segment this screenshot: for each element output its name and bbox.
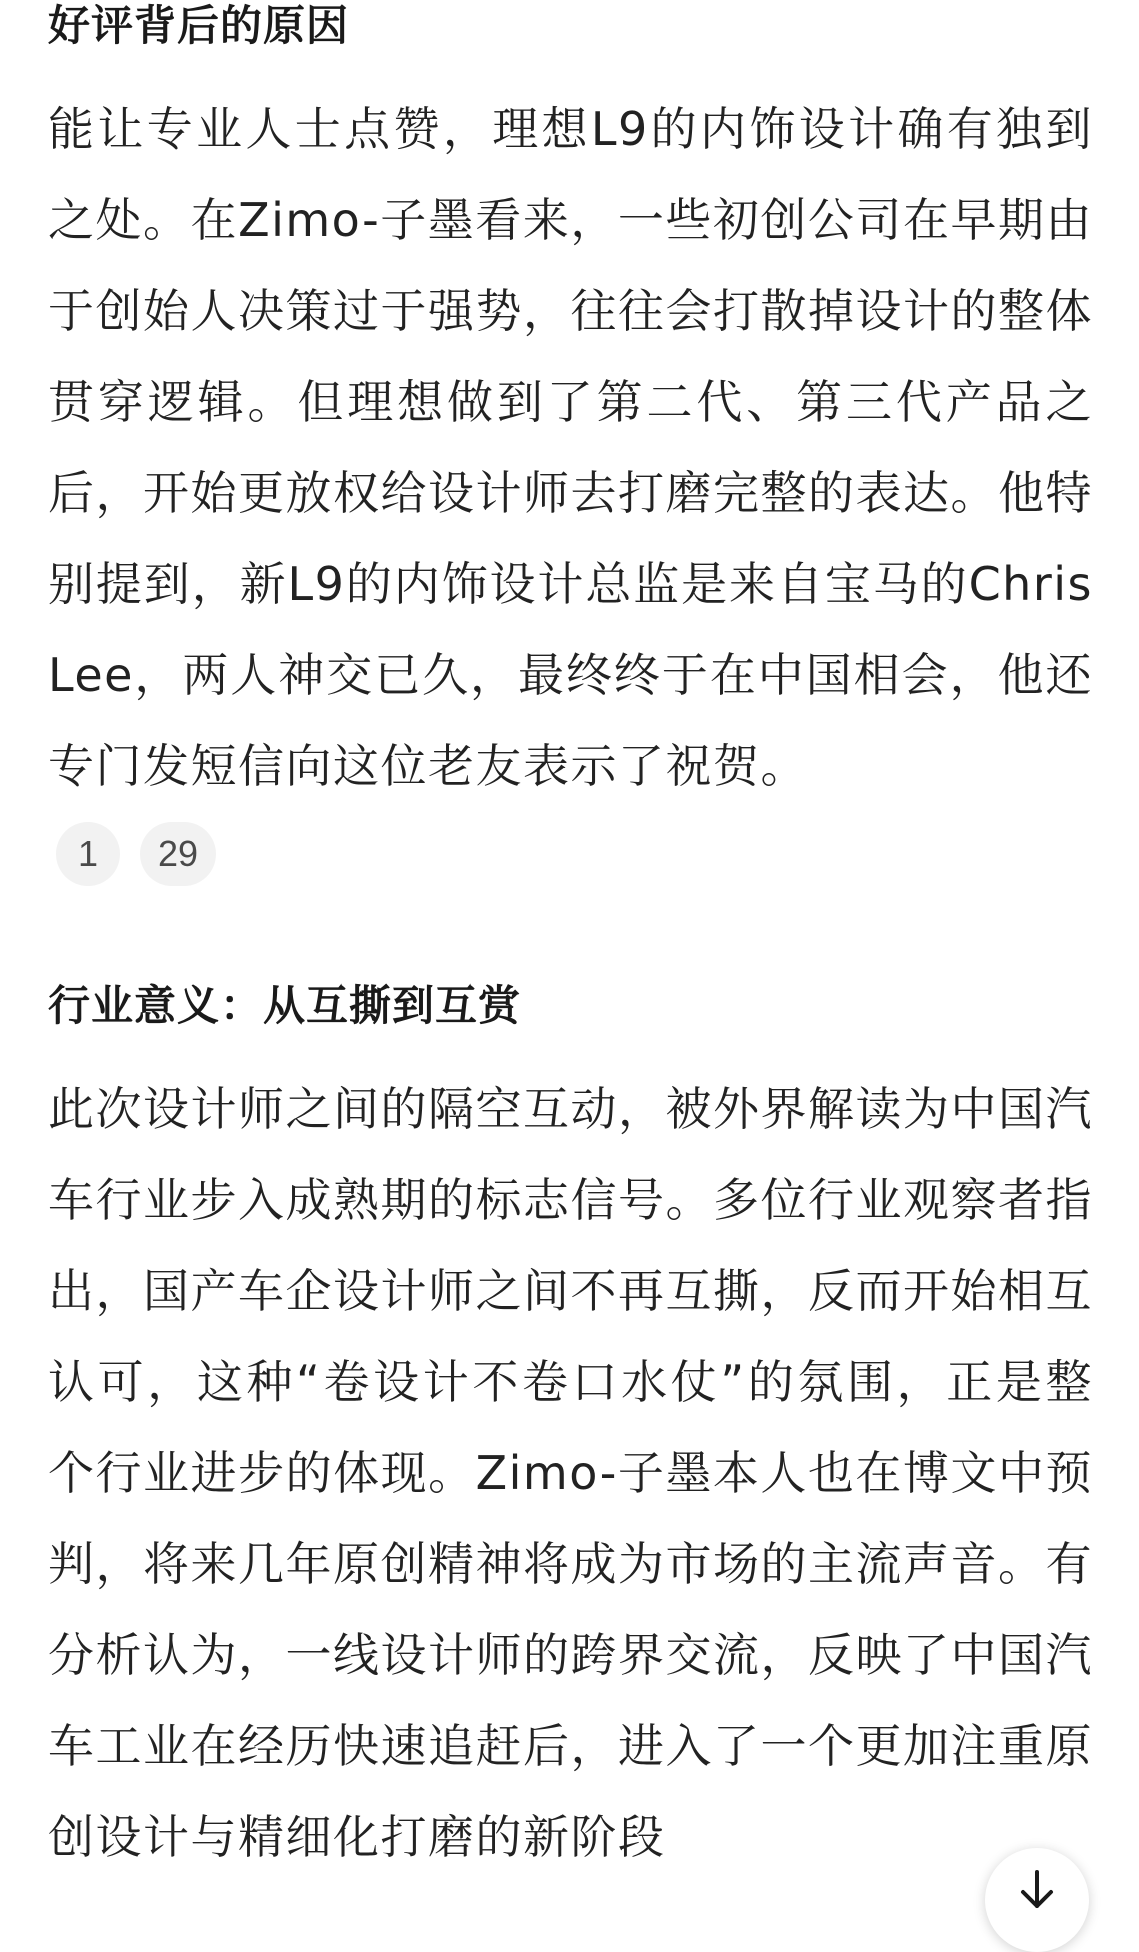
reaction-bar [56,822,216,886]
reaction-count-button[interactable]: 1 [56,822,120,886]
section-heading: 行业意义：从互撕到互赏 [48,981,522,1030]
section-paragraph: 能让专业人士点赞，理想L9的内饰设计确有独到之处。在Zimo-子墨看来，一些初创公司在早期由于创始人决策过于强势，往往会打散掉设计的整体贯穿逻辑。但理想做到了第二代、第三代产品之后，开始更放权给设计师去打磨完整的表达。他特别提到，新L9的内饰设计总监是来自宝马的Chris Lee，两人神交已久，最终终于在中国相会，他还专门发短信向这位老友表示了祝贺。 [48,102,1093,793]
section-heading: 好评背后的原因 [48,1,350,50]
scroll-down-button[interactable] [985,1848,1089,1952]
arrow-down-icon [1015,1848,1059,1916]
section-paragraph: 此次设计师之间的隔空互动，被外界解读为中国汽车行业步入成熟期的标志信号。多位行业观察者指出，国产车企设计师之间不再互撕，反而开始相互认可，这种“卷设计不卷口水仗”的氛围，正是整个行业进步的体现。Zimo-子墨本人也在博文中预判，将来几年原创精神将成为市场的主流声音。有分析认为，一线设计师的跨界交流，反映了中国汽车工业在经历快速追赶后，进入了一个更加注重原创设计与精细化打磨的新阶段 [48,1082,1093,1864]
reaction-count-button[interactable]: 29 [140,822,216,886]
